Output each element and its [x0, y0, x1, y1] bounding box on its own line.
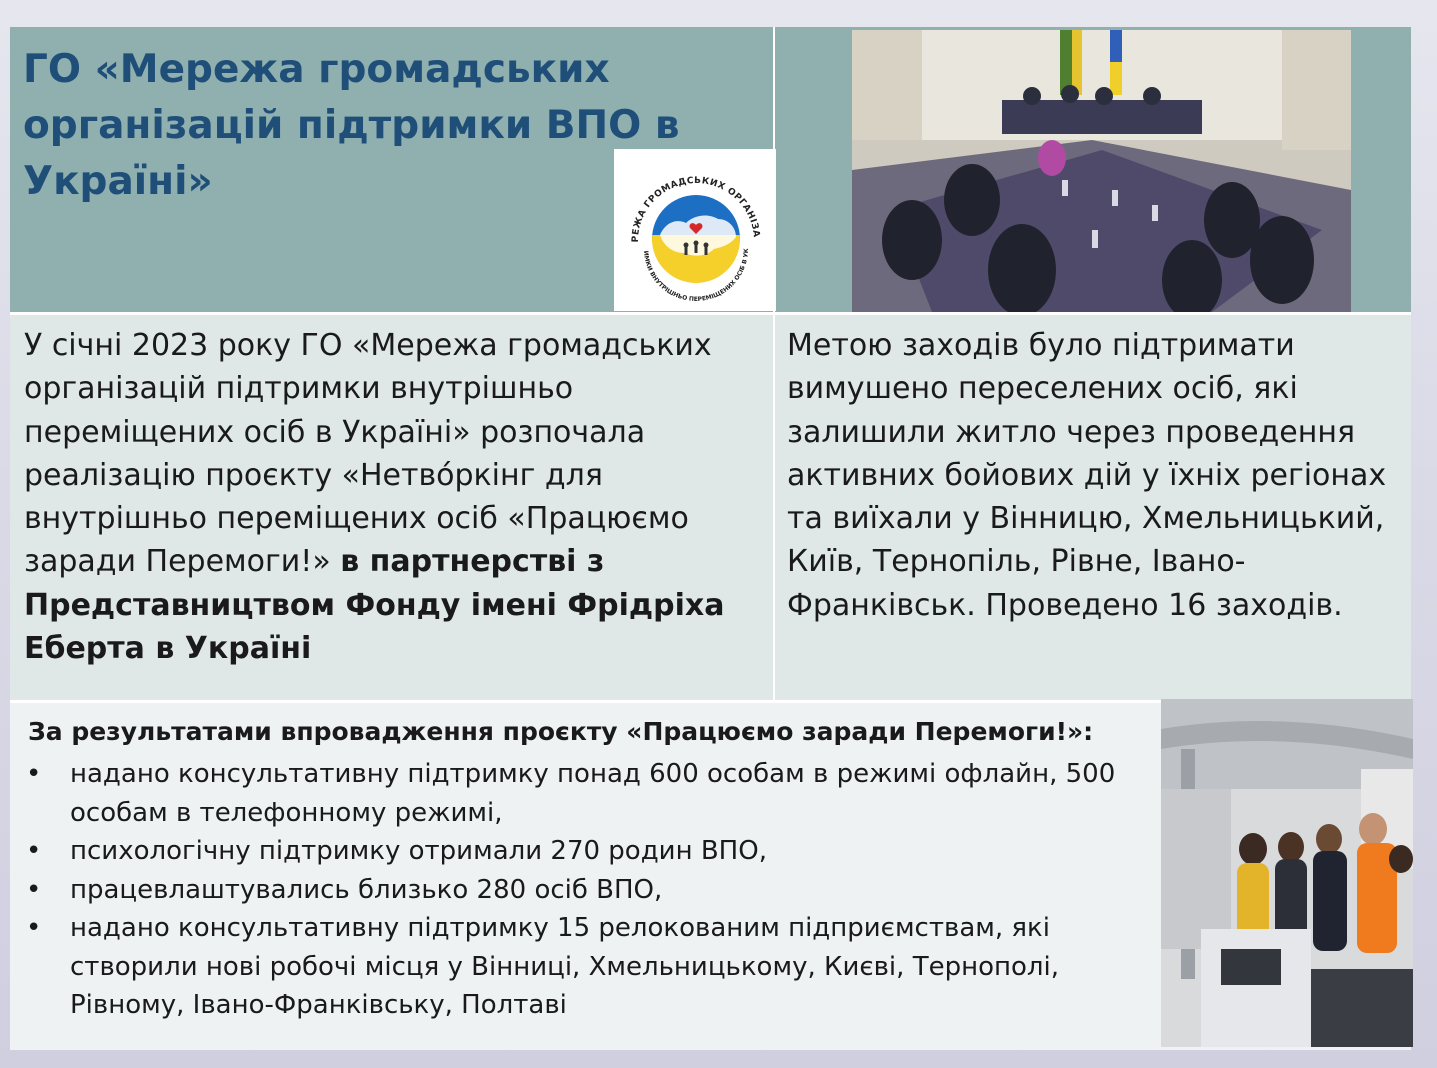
results-list [24, 755, 1164, 1025]
project-description [24, 324, 764, 670]
logo-emblem-icon [614, 149, 776, 311]
results-heading: За результатами впровадження проєкту «Працюємо заради Перемоги!»: [28, 717, 1094, 746]
meeting-photo [852, 30, 1351, 312]
project-partnership: в партнерстві з Представництвом Фонду імені Фрідріха Еберта в Україні [24, 544, 725, 667]
list-item: • працевлаштувались близько 280 осіб ВПО, [24, 871, 1164, 910]
slide [10, 27, 1411, 1050]
list-item: • надано консультативну підтримку понад 600 особам в режимі офлайн, 500 особам в телефонному режимі, [24, 755, 1164, 832]
workshop-photo [1161, 699, 1413, 1047]
list-item: • надано консультативну підтримку 15 релокованим підприємствам, які створили нові робочі місця у Вінниці, Хмельницькому, Києві, Тернополі, Рівному, Івано-Франківську, Полтаві [24, 909, 1164, 1025]
project-goal: Метою заходів було підтримати вимушено переселених осіб, які залишили житло через проведення активних бойових дій у їхніх регіонах та виїхали у Вінницю, Хмельницький, Київ, Тернопіль, Рівне, Івано-Франківськ. Проведено 16 заходів. [787, 328, 1387, 623]
project-description-cell [10, 315, 773, 700]
project-goal-cell [775, 315, 1411, 700]
project-description-regular: У січні 2023 року ГО «Мережа громадських організацій підтримки внутрішньо переміщених осіб в Україні» розпочала реалізацію проєкту «Нетво́ркінг для внутрішньо переміщених осіб «Працюємо заради Перемоги!» [24, 328, 712, 580]
organization-logo [614, 149, 776, 311]
list-item: • психологічну підтримку отримали 270 родин ВПО, [24, 832, 1164, 871]
svg-text:ПІДТРИМКИ ВНУТРІШНЬО ПЕРЕМІЩЕН: ИМКИ ВНУТРІШНЬО ПЕРЕМІЩЕНИХ ОСІБ В УК [641, 248, 751, 304]
svg-text:МЕРЕЖА ГРОМАДСЬКИХ ОРГАНІЗАЦІЙ: РЕЖА ГРОМАДСЬКИХ ОРГАНІЗА [630, 175, 761, 243]
page-title: ГО «Мережа громадських організацій підтримки ВПО в Україні» [23, 47, 680, 204]
